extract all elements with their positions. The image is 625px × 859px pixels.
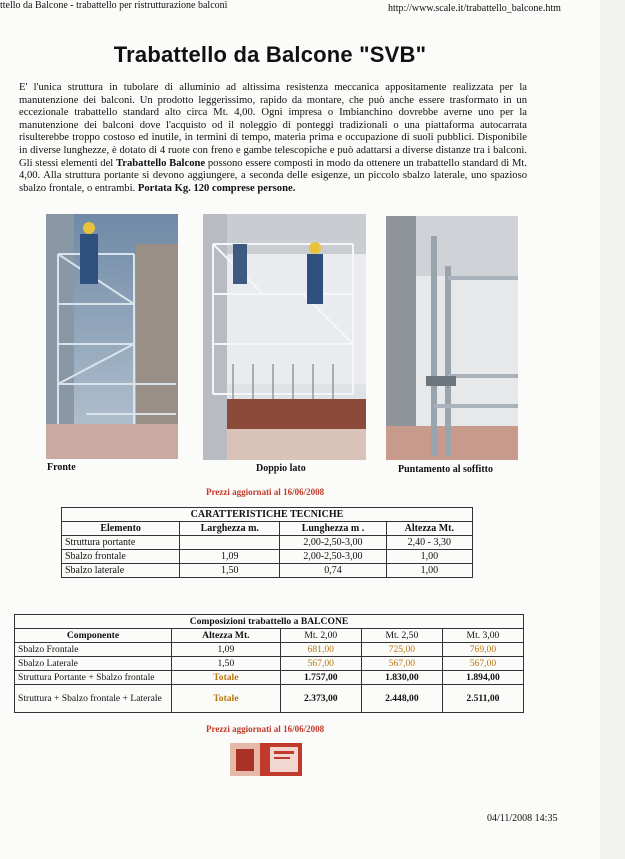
comp-price: 567,00 bbox=[280, 657, 361, 671]
table-row bbox=[15, 671, 524, 685]
specs-table-title: CARATTERISTICHE TECNICHE bbox=[62, 508, 473, 522]
intro-text-1: E' l'unica struttura in tubolare di alluminio ad altissima resistenza meccanica appositamente realizzata per la manutenzione dei balconi. Un prodotto leggerissimo, rapido da montare, che può anche essere trasformato in un eccezionale trabattello standard alto circa Mt. 4,00. Ogni impresa o Imbianchino dovrebbe averne uno per la manutenzione dei balconi dove l'acquisto od il noleggio di ponteggi tradizionali o una piattaforma autocarrata risulterebbe troppo costoso ed inutile, in termini di tempo, materia prima e occupazione di suoli pubblici. Disponibile in diverse lunghezze, è dotato di 4 ruote con freno e gambe telescopiche e può adattarsi a diverse distanze tra i balconi. Gli stessi elementi del bbox=[19, 82, 527, 169]
specs-cell: 1,00 bbox=[386, 564, 472, 578]
intro-paragraph bbox=[19, 82, 527, 195]
specs-table bbox=[61, 507, 473, 578]
comp-total-label: Totale bbox=[172, 671, 281, 685]
comp-header-3-00: Mt. 3,00 bbox=[442, 629, 523, 643]
comp-header-2-50: Mt. 2,50 bbox=[361, 629, 442, 643]
comp-header-2-00: Mt. 2,00 bbox=[280, 629, 361, 643]
product-banner-image bbox=[230, 743, 302, 776]
table-row bbox=[15, 685, 524, 713]
table-row bbox=[62, 536, 473, 550]
specs-cell: 2,40 - 3,30 bbox=[386, 536, 472, 550]
specs-cell: 2,00-2,50-3,00 bbox=[280, 550, 386, 564]
table-row bbox=[62, 550, 473, 564]
print-timestamp: 04/11/2008 14:35 bbox=[487, 813, 558, 824]
photo-fronte bbox=[46, 214, 178, 459]
comp-total-value: 2.511,00 bbox=[442, 685, 523, 713]
specs-cell: Struttura portante bbox=[62, 536, 180, 550]
comp-price: 567,00 bbox=[361, 657, 442, 671]
photo-puntamento bbox=[386, 216, 518, 460]
comp-price: 681,00 bbox=[280, 643, 361, 657]
specs-cell: 1,50 bbox=[180, 564, 280, 578]
specs-header-larghezza: Larghezza m. bbox=[180, 522, 280, 536]
comp-price: 567,00 bbox=[442, 657, 523, 671]
intro-capacity: Portata Kg. 120 comprese persone. bbox=[137, 182, 296, 194]
table-row bbox=[15, 643, 524, 657]
comp-price: 725,00 bbox=[361, 643, 442, 657]
specs-header-elemento: Elemento bbox=[62, 522, 180, 536]
page-title: Trabattello da Balcone "SVB" bbox=[113, 42, 427, 67]
specs-cell: 2,00-2,50-3,00 bbox=[280, 536, 386, 550]
table-row bbox=[62, 564, 473, 578]
compositions-table-title: Composizioni trabattello a BALCONE bbox=[15, 615, 524, 629]
prices-updated-label-top: Prezzi aggiornati al 16/06/2008 bbox=[206, 487, 325, 497]
comp-total-value: 1.830,00 bbox=[361, 671, 442, 685]
photo-fronte-image bbox=[46, 214, 178, 459]
specs-header-altezza: Altezza Mt. bbox=[386, 522, 472, 536]
comp-cell: 1,09 bbox=[172, 643, 281, 657]
intro-text-2: possono essere composti in modo da ottenere un trabattello standard di Mt. 4,00. Alla struttura portante si devono aggiungere, a seconda delle esigenze, un piccolo sbalzo laterale, uno spazioso sbalzo frontale, o entrambi. bbox=[19, 157, 527, 194]
specs-cell: 1,00 bbox=[386, 550, 472, 564]
comp-cell: Struttura + Sbalzo frontale + Laterale bbox=[15, 685, 172, 713]
comp-header-componente: Componente bbox=[15, 629, 172, 643]
comp-cell: 1,50 bbox=[172, 657, 281, 671]
header-page-title: ttello da Balcone - trabattello per ristrutturazione balconi bbox=[0, 0, 228, 11]
prices-updated-label-bottom: Prezzi aggiornati al 16/06/2008 bbox=[206, 724, 325, 734]
comp-total-value: 1.894,00 bbox=[442, 671, 523, 685]
comp-cell: Struttura Portante + Sbalzo frontale bbox=[15, 671, 172, 685]
comp-price: 769,00 bbox=[442, 643, 523, 657]
specs-cell: 1,09 bbox=[180, 550, 280, 564]
comp-total-value: 2.373,00 bbox=[280, 685, 361, 713]
specs-cell: Sbalzo laterale bbox=[62, 564, 180, 578]
caption-puntamento: Puntamento al soffitto bbox=[398, 464, 493, 475]
photo-doppio-lato bbox=[203, 214, 366, 460]
photo-puntamento-image bbox=[386, 216, 518, 460]
comp-total-label: Totale bbox=[172, 685, 281, 713]
comp-header-altezza: Altezza Mt. bbox=[172, 629, 281, 643]
caption-fronte: Fronte bbox=[47, 462, 76, 473]
table-row bbox=[15, 657, 524, 671]
specs-cell: Sbalzo frontale bbox=[62, 550, 180, 564]
compositions-table bbox=[14, 614, 524, 713]
comp-cell: Sbalzo Laterale bbox=[15, 657, 172, 671]
comp-total-value: 2.448,00 bbox=[361, 685, 442, 713]
specs-header-lunghezza: Lunghezza m . bbox=[280, 522, 386, 536]
banner-graphic bbox=[230, 743, 302, 776]
caption-doppio-lato: Doppio lato bbox=[256, 463, 306, 474]
comp-total-value: 1.757,00 bbox=[280, 671, 361, 685]
photo-doppio-lato-image bbox=[203, 214, 366, 460]
header-url: http://www.scale.it/trabattello_balcone.htm bbox=[388, 3, 561, 14]
comp-cell: Sbalzo Frontale bbox=[15, 643, 172, 657]
specs-cell: 0,74 bbox=[280, 564, 386, 578]
intro-product-name: Trabattello Balcone bbox=[116, 157, 206, 169]
specs-cell bbox=[180, 536, 280, 550]
